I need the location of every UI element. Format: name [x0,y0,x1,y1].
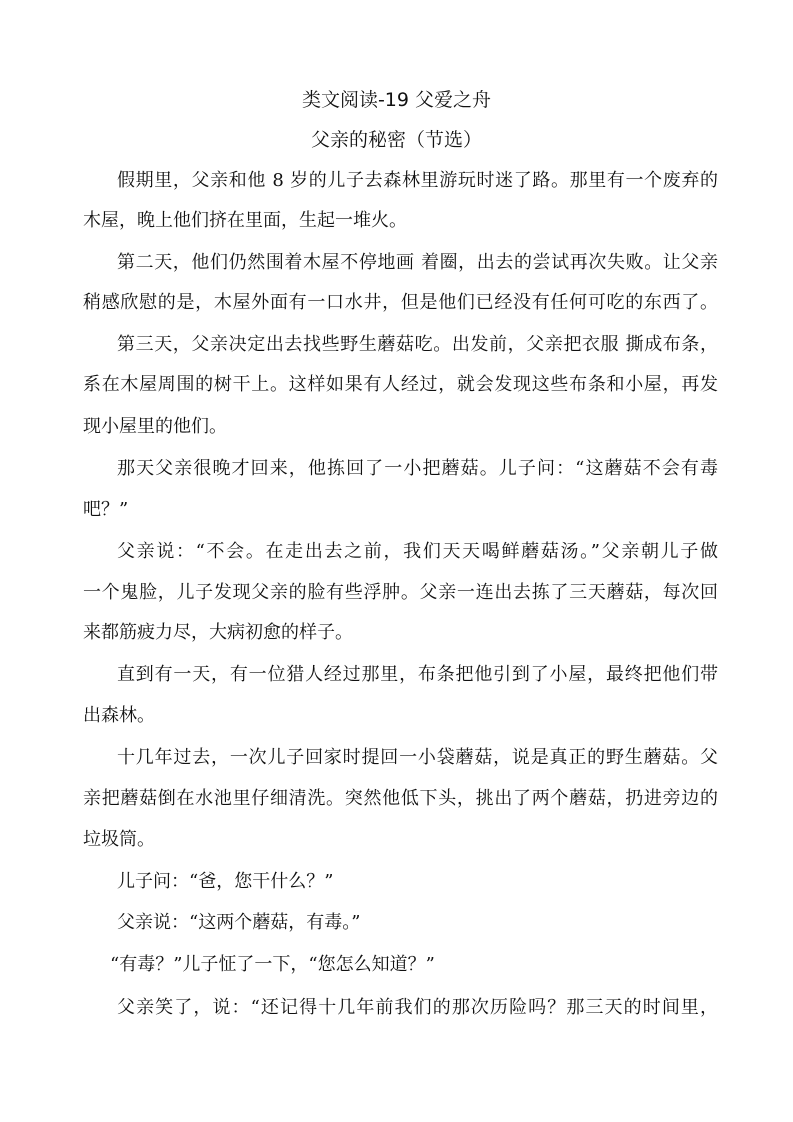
paragraph-line: 木屋，晚上他们挤在里面，生起一堆火。 [83,210,407,231]
paragraph-line: 父亲说：“这两个蘑菇，有毒。” [117,912,361,933]
paragraph-line: “有毒？”儿子怔了一下，“您怎么知道？” [110,954,435,975]
paragraph-line: 父亲笑了，说：“还记得十几年前我们的那次历险吗？那三天的时间里， [117,997,718,1018]
paragraph-line: 那天父亲很晚才回来，他拣回了一小把蘑菇。儿子问：“这蘑菇不会有毒 [117,458,718,479]
paragraph-line: 儿子问：“爸，您干什么？” [117,871,334,892]
paragraph-line: 假期里，父亲和他 8 岁的儿子去森林里游玩时迷了路。那里有一个废弃的 [117,170,718,191]
paragraph-line: 父亲说：“不会。在走出去之前，我们天天喝鲜蘑菇汤。”父亲朝儿子做 [117,541,718,562]
paragraph-line: 稍感欣慰的是，木屋外面有一口水井，但是他们已经没有任何可吃的东西了。 [83,292,718,313]
paragraph-line: 现小屋里的他们。 [83,416,227,437]
paragraph-line: 垃圾筒。 [83,829,155,850]
paragraph-line: 系在木屋周围的树干上。这样如果有人经过，就会发现这些布条和小屋，再发 [83,374,718,395]
document-title: 类文阅读-19 父爱之舟 [301,89,492,111]
paragraph-line: 第三天，父亲决定出去找些野生蘑菇吃。出发前，父亲把衣服 撕成布条， [117,334,718,355]
paragraph-line: 出森林。 [83,705,155,726]
paragraph-line: 亲把蘑菇倒在水池里仔细清洗。突然他低下头，挑出了两个蘑菇，扔进旁边的 [83,788,718,809]
paragraph-line: 来都筋疲力尽，大病初愈的样子。 [83,622,353,643]
paragraph-line: 吧？” [83,499,129,520]
document-subtitle: 父亲的秘密（节选） [310,129,482,151]
paragraph-line: 第二天，他们仍然围着木屋不停地画 着圈，出去的尝试再次失败。让父亲 [117,252,718,273]
paragraph-line: 十几年过去，一次儿子回家时提回一小袋蘑菇，说是真正的野生蘑菇。父 [117,747,718,768]
paragraph-line: 一个鬼脸，儿子发现父亲的脸有些浮肿。父亲一连出去拣了三天蘑菇，每次回 [83,582,718,603]
paragraph-line: 直到有一天，有一位猎人经过那里，布条把他引到了小屋，最终把他们带 [117,664,718,685]
